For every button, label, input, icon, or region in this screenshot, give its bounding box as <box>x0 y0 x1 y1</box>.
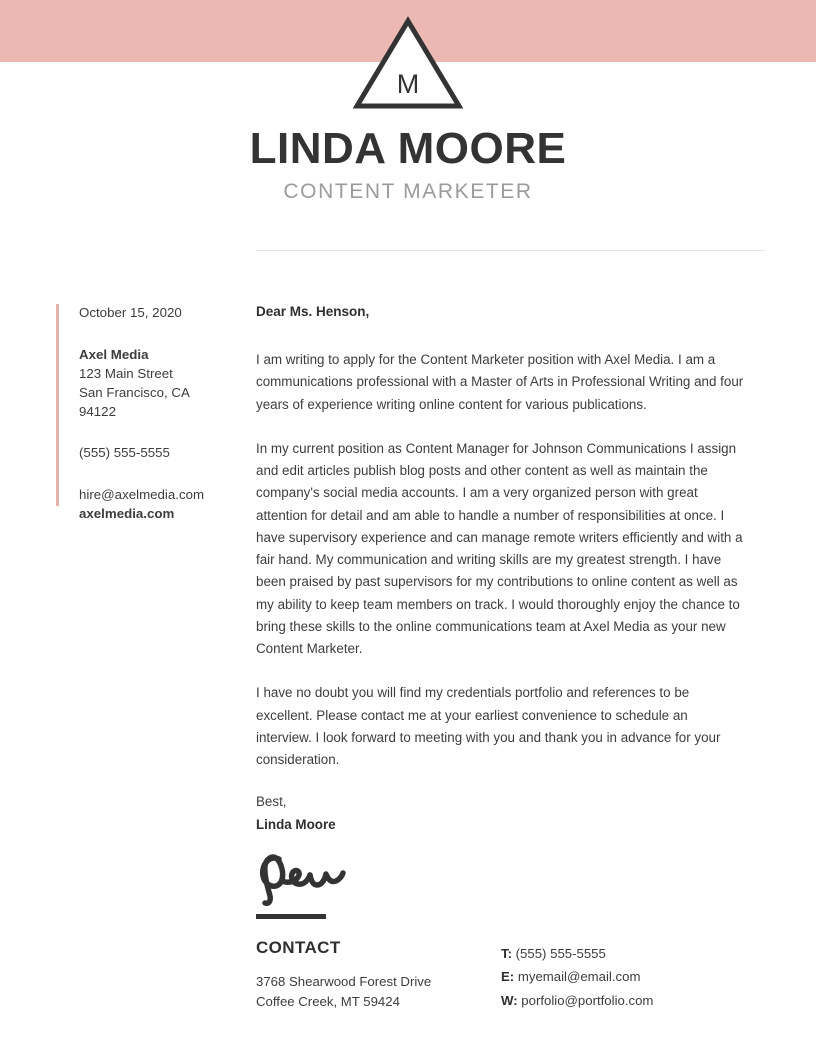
recipient-phone: (555) 555-5555 <box>79 445 170 461</box>
closing-block <box>256 791 745 836</box>
letter-body <box>256 304 745 919</box>
triangle-monogram-icon <box>352 16 464 111</box>
footer-contact-section <box>256 938 745 1012</box>
footer-address <box>256 972 501 1012</box>
letter-paragraph: I am writing to apply for the Content Marketer position with Axel Media. I am a communications professional with a Master of Arts in Professional Writing and four years of experience writing online content for various publications. <box>256 352 744 412</box>
job-title: CONTENT MARKETER <box>283 180 533 204</box>
header-divider <box>256 250 765 251</box>
footer-heading: CONTACT <box>256 938 341 957</box>
footer-email-key: E: <box>501 969 515 985</box>
name-block <box>0 126 816 204</box>
signature-underline <box>256 914 326 919</box>
footer-email-value[interactable]: myemail@email.com <box>517 969 641 985</box>
recipient-zip: 94122 <box>79 403 116 419</box>
closing-word: Best, <box>256 794 287 810</box>
footer-street: 3768 Shearwood Forest Drive <box>256 974 432 989</box>
footer-contact-row <box>501 989 745 1012</box>
recipient-email[interactable]: hire@axelmedia.com <box>79 487 205 503</box>
footer-website-value[interactable]: porfolio@portfolio.com <box>521 992 654 1008</box>
letter-paragraph: In my current position as Content Manager for Johnson Communications I assign and edit articles publish blog posts and other content as well as maintain the company's social media accounts. I am a very organized person with great attention for detail and am able to handle a number of responsibilities at once. I have supervisory experience and can manage remote writers efficiently and with a fair hand. My communication and writing skills are my greatest strength. I have been praised by past supervisors for my contributions to online content as well as my ability to keep team members on track. I would thoroughly enjoy the chance to bring these skills to the online communications team at Axel Media as your new Content Marketer. <box>256 440 743 656</box>
logo-letter: M <box>396 69 420 99</box>
letter-date: October 15, 2020 <box>79 305 182 320</box>
handwritten-signature-icon <box>256 850 346 908</box>
footer-contact-list <box>501 938 745 1012</box>
recipient-street: 123 Main Street <box>79 365 173 381</box>
footer-contact-row <box>501 965 745 988</box>
recipient-city-state: San Francisco, CA <box>79 384 190 400</box>
recipient-sidebar <box>56 304 231 524</box>
recipient-company: Axel Media <box>79 346 149 362</box>
logo-container <box>0 16 816 111</box>
footer-contact-row <box>501 942 745 965</box>
recipient-website[interactable]: axelmedia.com <box>79 506 175 522</box>
letter-paragraph: I have no doubt you will find my credentials portfolio and references to be excellent. Please contact me at your earliest convenience to schedule an interview. I look forward to meeting with you and thank you in advance for your consideration. <box>256 685 721 767</box>
page-title: LINDA MOORE <box>249 124 567 173</box>
salutation: Dear Ms. Henson, <box>256 304 370 319</box>
recipient-address <box>79 346 231 422</box>
footer-phone-value: (555) 555-5555 <box>515 946 606 961</box>
recipient-links <box>79 486 231 524</box>
footer-city-state-zip: Coffee Creek, MT 59424 <box>256 994 400 1010</box>
closing-name: Linda Moore <box>256 816 336 832</box>
footer-phone-key: T: <box>501 946 512 961</box>
sidebar-accent-bar <box>56 304 59 506</box>
footer-website-key: W: <box>501 992 518 1008</box>
footer-address-block <box>256 938 501 1012</box>
